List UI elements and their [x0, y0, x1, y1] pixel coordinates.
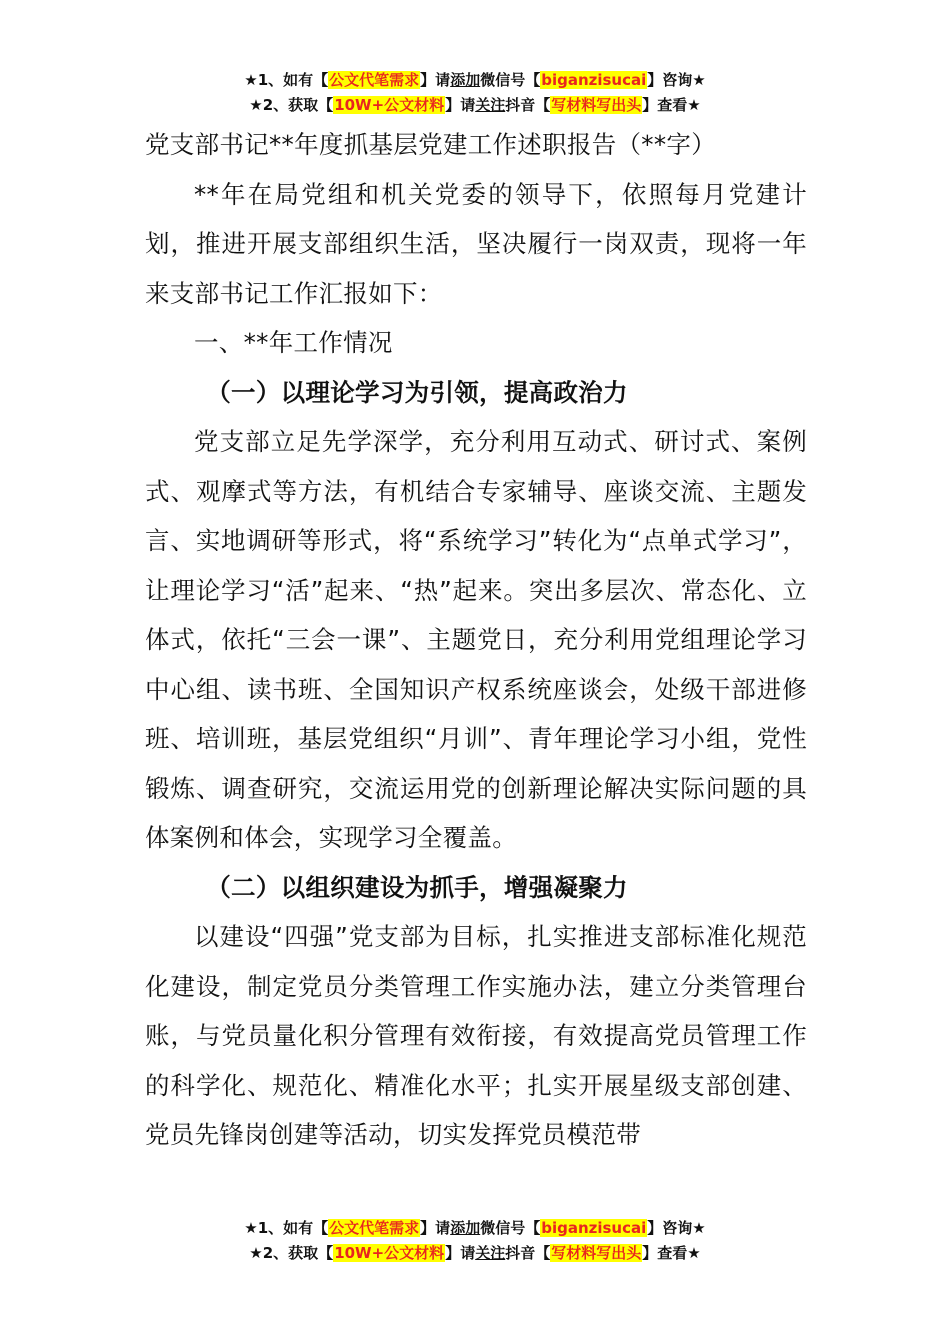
- banner-highlight: 公文代笔需求: [329, 71, 420, 89]
- document-title: 党支部书记**年度抓基层党建工作述职报告（**字）: [145, 130, 716, 159]
- banner-text: ★2、获取【: [249, 96, 334, 114]
- body-paragraph-1: 党支部立足先学深学，充分利用互动式、研讨式、案例式、观摩式等方法，有机结合专家辅导、座谈交流、主题发言、实地调研等形式，将“系统学习”转化为“点单式学习”，让理论学习“活”起来、“热”起来。突出多层次、常态化、立体式，依托“三会一课”、主题党日，充分利用党组理论学习中心组、读书班、全国知识产权系统座谈会，处级干部进修班、培训班，基层党组织“月训”、青年理论学习小组，党性锻炼、调查研究，交流运用党的创新理论解决实际问题的具体案例和体会，实现学习全覆盖。: [145, 427, 807, 852]
- banner-underline: 关注: [475, 96, 506, 114]
- banner-text: 微信号【: [480, 1219, 541, 1237]
- banner-highlight: 写材料写出头: [551, 96, 642, 114]
- banner-highlight: 10W+公文材料: [334, 1244, 445, 1262]
- banner-highlight: 10W+公文材料: [334, 96, 445, 114]
- body-paragraph-2: 以建设“四强”党支部为目标，扎实推进支部标准化规范化建设，制定党员分类管理工作实施办法，建立分类管理台账，与党员量化积分管理有效衔接，有效提高党员管理工作的科学化、规范化、精准化水平；扎实开展星级支部创建、党员先锋岗创建等活动，切实发挥党员模范带: [145, 922, 807, 1149]
- banner-text: 】请: [420, 1219, 451, 1237]
- banner-highlight: 公文代笔需求: [329, 1219, 420, 1237]
- banner-highlight: biganzisucai: [541, 71, 647, 89]
- footer-banner: [0, 1216, 950, 1266]
- banner-text: 】请: [445, 96, 476, 114]
- banner-text: 】查看★: [642, 96, 701, 114]
- banner-highlight: 写材料写出头: [551, 1244, 642, 1262]
- subsection-heading-1: （一）以理论学习为引领，提高政治力: [206, 377, 628, 407]
- banner-text: 】咨询★: [647, 71, 706, 89]
- banner-underline: 添加: [450, 1219, 481, 1237]
- section-heading: 一、**年工作情况: [194, 328, 393, 357]
- banner-line-2: [0, 93, 950, 118]
- subsection-heading-2: （二）以组织建设为抓手，增强凝聚力: [206, 872, 628, 902]
- banner-text: 】请: [445, 1244, 476, 1262]
- banner-text: 】咨询★: [647, 1219, 706, 1237]
- banner-highlight: biganzisucai: [541, 1219, 647, 1237]
- banner-text: ★1、如有【: [244, 1219, 329, 1237]
- banner-line-1: [0, 68, 950, 93]
- banner-underline: 关注: [475, 1244, 506, 1262]
- banner-text: 】查看★: [642, 1244, 701, 1262]
- intro-paragraph: **年在局党组和机关党委的领导下，依照每月党建计划，推进开展支部组织生活，坚决履行一岗双责，现将一年来支部书记工作汇报如下：: [145, 179, 807, 308]
- banner-text: 】请: [420, 71, 451, 89]
- banner-text: ★1、如有【: [244, 71, 329, 89]
- banner-text: ★2、获取【: [249, 1244, 334, 1262]
- banner-line-1: [0, 1216, 950, 1241]
- banner-text: 抖音【: [505, 96, 551, 114]
- banner-text: 微信号【: [480, 71, 541, 89]
- banner-line-2: [0, 1241, 950, 1266]
- header-banner: [0, 68, 950, 118]
- banner-underline: 添加: [450, 71, 481, 89]
- document-body: [145, 120, 807, 1160]
- banner-text: 抖音【: [505, 1244, 551, 1262]
